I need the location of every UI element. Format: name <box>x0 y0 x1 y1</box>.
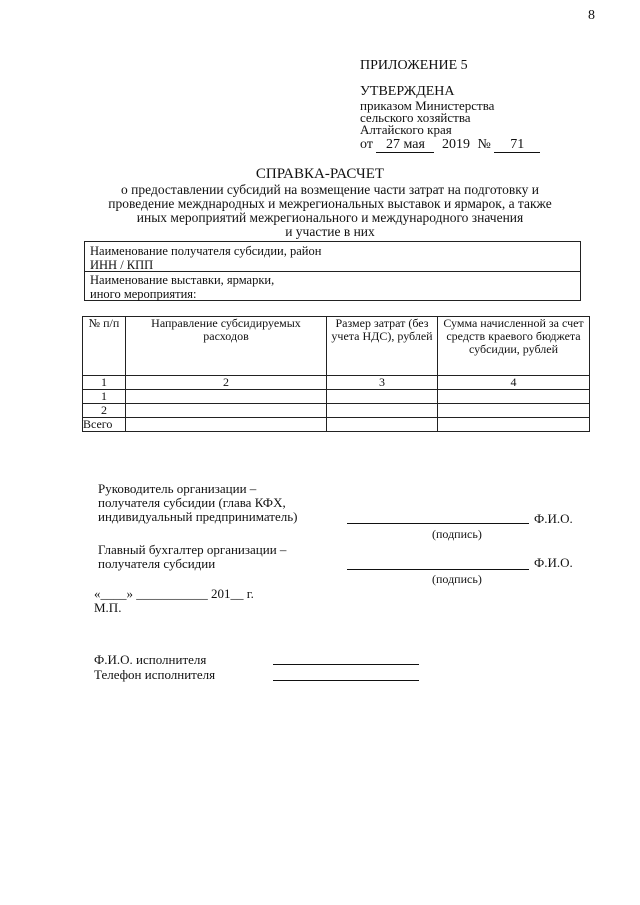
head-signature-caption: (подпись) <box>432 527 482 541</box>
table-cell[interactable] <box>438 418 590 432</box>
executor-name-line[interactable] <box>273 664 419 665</box>
table-cell[interactable] <box>126 418 327 432</box>
col-header-subsidy: Сумма начисленной за счет средств краевого бюджета субсидии, рублей <box>438 317 590 376</box>
table-cell[interactable] <box>327 404 438 418</box>
table-cell: 1 <box>83 390 126 404</box>
number-sign: № <box>477 137 491 152</box>
table-cell[interactable] <box>327 418 438 432</box>
inn-kpp-label: ИНН / КПП <box>90 258 154 272</box>
order-line-2: сельского хозяйства <box>360 110 471 125</box>
executor-phone-label: Телефон исполнителя <box>94 667 216 682</box>
date-day-month: 27 мая <box>376 138 434 153</box>
recipient-name-label: Наименование получателя субсидии, район <box>90 244 322 258</box>
head-line-2: получателя субсидии (глава КФХ, <box>98 495 286 510</box>
table-total-row <box>83 418 590 432</box>
page-number: 8 <box>588 8 595 23</box>
event-other-label: иного мероприятия: <box>90 287 197 301</box>
table-header-row <box>83 317 590 376</box>
head-line-3: индивидуальный предприниматель) <box>98 509 298 524</box>
subtitle-line: проведение межднародных и межрегиональных выставок и ярмарок, а также <box>108 196 552 211</box>
col-header-costs: Размер затрат (без учета НДС), рублей <box>327 317 438 376</box>
accountant-signature-line[interactable] <box>347 569 529 570</box>
table-cell[interactable] <box>126 390 327 404</box>
table-numbering-row <box>83 376 590 390</box>
date-year: 2019 <box>441 137 470 152</box>
accountant-signature-label <box>98 543 286 571</box>
accountant-line-2: получателя субсидии <box>98 556 216 571</box>
total-label: Всего <box>83 418 126 432</box>
order-number: 71 <box>494 138 540 153</box>
document-title: СПРАВКА-РАСЧЕТ <box>255 166 385 182</box>
appendix-label: ПРИЛОЖЕНИЕ 5 <box>360 58 468 73</box>
table-cell: 2 <box>126 376 327 390</box>
table-cell: 3 <box>327 376 438 390</box>
table-row <box>83 404 590 418</box>
order-line-1: приказом Министерства <box>360 98 495 113</box>
col-header-direction: Направление субсидируемых расходов <box>126 317 327 376</box>
accountant-line-1: Главный бухгалтер организации – <box>98 542 287 557</box>
executor-phone-line[interactable] <box>273 680 419 681</box>
table-cell[interactable] <box>327 390 438 404</box>
table-cell[interactable] <box>126 404 327 418</box>
event-name-label: Наименование выставки, ярмарки, <box>90 273 275 287</box>
event-row <box>85 273 580 301</box>
subtitle-line: иных мероприятий межрегионального и международного значения <box>136 210 524 225</box>
col-header-number: № п/п <box>83 317 126 376</box>
table-cell: 2 <box>83 404 126 418</box>
table-cell: 4 <box>438 376 590 390</box>
table-row <box>83 390 590 404</box>
subtitle-line: и участие в них <box>285 224 375 239</box>
document-subtitle <box>60 183 600 239</box>
date-prefix: от <box>360 137 373 152</box>
accountant-fio-label: Ф.И.О. <box>534 555 573 570</box>
order-date-line <box>360 137 540 153</box>
table-cell: 1 <box>83 376 126 390</box>
head-signature-label <box>98 482 298 524</box>
stamp-place: М.П. <box>94 600 122 615</box>
table-cell[interactable] <box>438 404 590 418</box>
recipient-row <box>85 244 580 272</box>
recipient-info-box <box>84 241 581 301</box>
calculation-table <box>82 316 590 432</box>
approved-label: УТВЕРЖДЕНА <box>360 84 455 99</box>
subtitle-line: о предоставлении субсидий на возмещение части затрат на подготовку и <box>121 182 539 197</box>
order-line-3: Алтайского края <box>360 122 452 137</box>
signature-date[interactable]: «____» ___________ 201__ г. <box>94 586 254 601</box>
accountant-signature-caption: (подпись) <box>432 572 482 586</box>
head-signature-line[interactable] <box>347 523 529 524</box>
head-line-1: Руководитель организации – <box>98 481 257 496</box>
executor-name-label: Ф.И.О. исполнителя <box>94 652 207 667</box>
table-cell[interactable] <box>438 390 590 404</box>
head-fio-label: Ф.И.О. <box>534 511 573 526</box>
